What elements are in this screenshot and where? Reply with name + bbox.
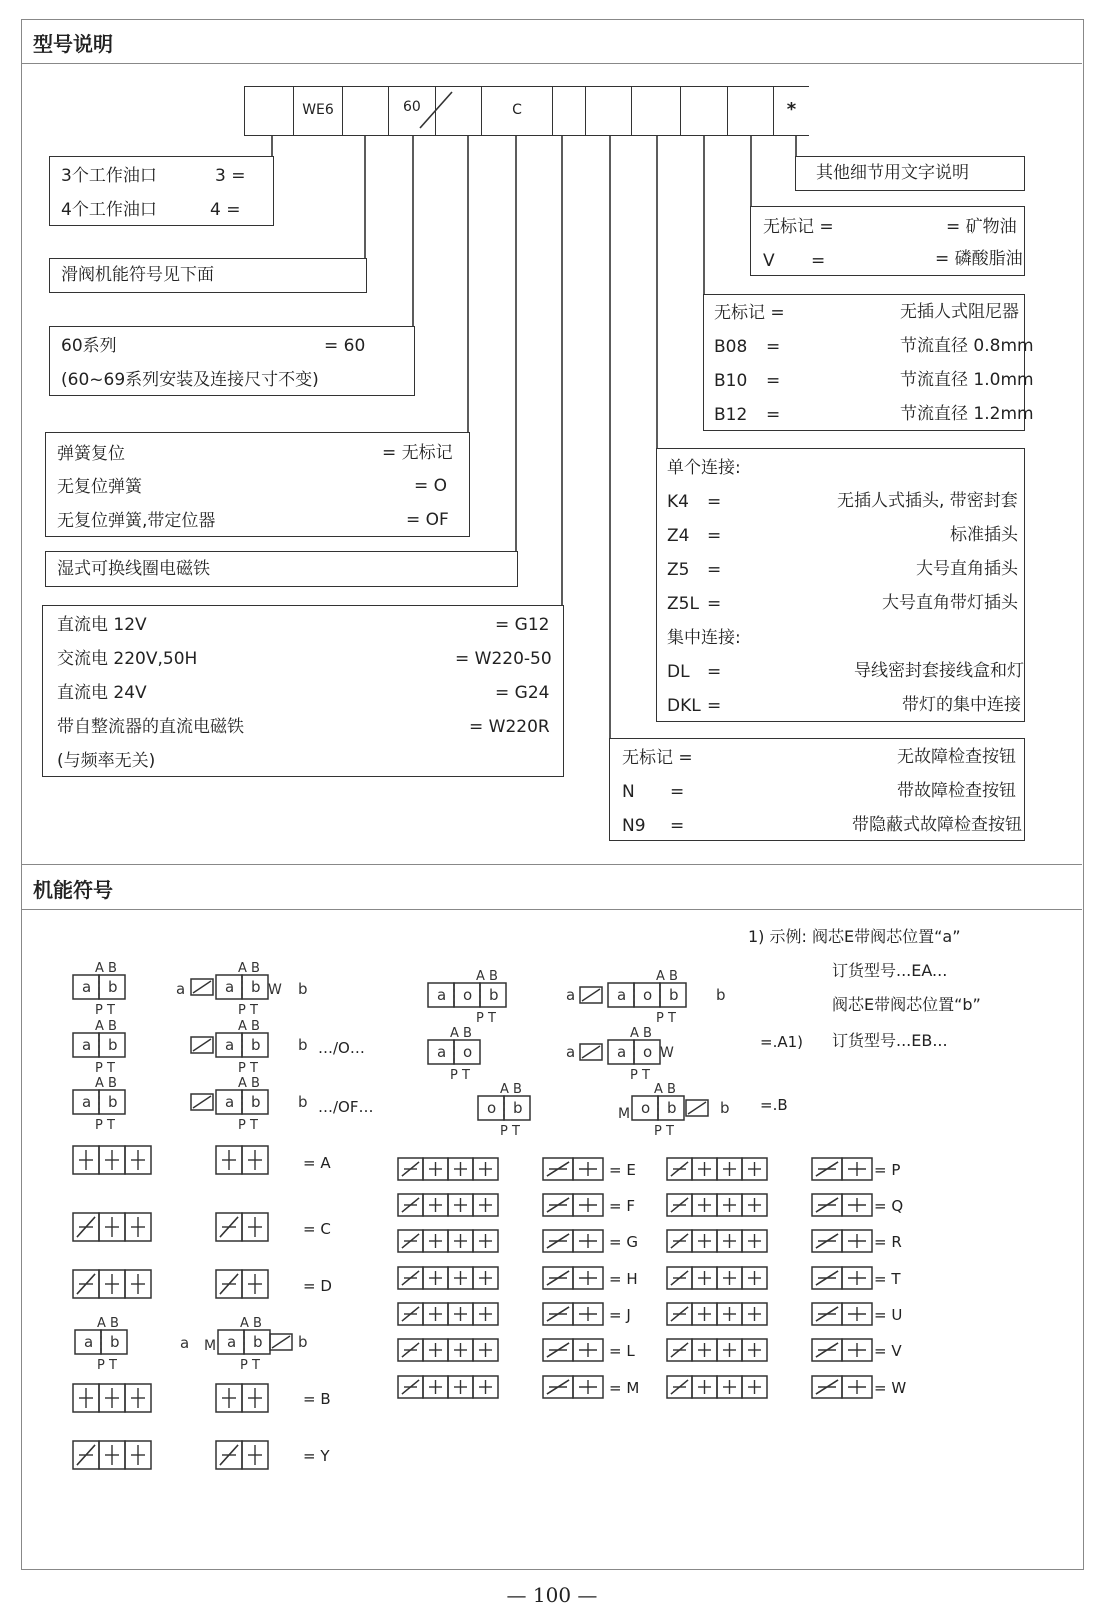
voltage-label: 直流电 24V xyxy=(57,683,147,703)
note-example: 1) 示例: 阀芯E带阀芯位置“a” xyxy=(748,927,961,946)
spool-label-e: = E xyxy=(609,1161,636,1179)
w-label: W xyxy=(268,982,282,998)
note-order-b: 订货型号...EB... xyxy=(832,1031,948,1050)
spool-position-label: b xyxy=(108,1036,118,1054)
page-number: — 100 — xyxy=(506,1583,598,1607)
reset-label: 无复位弹簧,带定位器 xyxy=(57,511,216,531)
spool-position-label: b xyxy=(108,1093,118,1111)
code-cell: WE6 xyxy=(293,86,343,136)
voltage-code: = W220R xyxy=(469,717,550,737)
port-label-pt: P T xyxy=(238,1003,258,1018)
code-cell: * xyxy=(773,86,809,136)
reset-label: 弹簧复位 xyxy=(57,444,125,464)
damper-eq: = xyxy=(766,405,781,425)
series-note: (60~69系列安装及连接尺寸不变) xyxy=(61,370,319,390)
connect-code: Z5L xyxy=(667,594,699,614)
connect-eq: = xyxy=(707,560,722,580)
seal-label: 无标记 = xyxy=(763,217,834,237)
spool-label-g: = G xyxy=(609,1233,638,1251)
connect-heading: 单个连接: xyxy=(667,458,741,478)
connect-value: 大号直角插头 xyxy=(916,559,1018,579)
damper-value: 无插人式阻尼器 xyxy=(900,302,1019,322)
port-label-ab: A B xyxy=(476,969,498,984)
spool-label-y: = Y xyxy=(303,1447,330,1465)
spool-label-b: = B xyxy=(303,1390,331,1408)
solenoid-a-label: a xyxy=(180,1334,190,1352)
fault-code: N9 xyxy=(622,816,646,836)
reset-code: = 无标记 xyxy=(382,443,453,463)
solenoid-b-label: b xyxy=(298,1333,308,1351)
spool-position-label: a xyxy=(437,986,447,1004)
spool-position-label: o xyxy=(463,986,473,1004)
port-label-ab: A B xyxy=(240,1316,262,1331)
solenoid-b-label: b xyxy=(298,1036,308,1054)
spool-label-j: = J xyxy=(609,1306,631,1324)
voltage-label: 交流电 220V,50H xyxy=(57,649,198,669)
solenoid-b-label: b xyxy=(298,980,308,998)
valve-line xyxy=(193,1039,211,1051)
port-label-ab: A B xyxy=(95,1019,117,1034)
port-label-pt: P T xyxy=(240,1358,260,1373)
port-label-pt: P T xyxy=(238,1061,258,1076)
seal-eq: = xyxy=(811,251,826,271)
port-label-pt: P T xyxy=(654,1124,674,1139)
spool-position-label: a xyxy=(82,978,92,996)
series-code: = 60 xyxy=(324,336,366,356)
spool-label-b-dot: =.B xyxy=(760,1096,788,1114)
note-position-b: 阀芯E带阀芯位置“b” xyxy=(832,995,981,1014)
damper-value: 节流直径 1.2mm xyxy=(900,404,1034,424)
port-label-pt: P T xyxy=(476,1011,496,1026)
spool-label-m: = M xyxy=(609,1379,640,1397)
damper-value: 节流直径 1.0mm xyxy=(900,370,1034,390)
connect-eq: = xyxy=(707,662,722,682)
seal-value: = 矿物油 xyxy=(946,217,1017,237)
fault-value: 带故障检查按钮 xyxy=(897,781,1016,801)
damper-eq: = xyxy=(766,337,781,357)
voltage-note: (与频率无关) xyxy=(57,751,156,771)
voltage-label: 直流电 12V xyxy=(57,615,147,635)
connect-eq: = xyxy=(707,526,722,546)
spool-position-label: a xyxy=(617,986,627,1004)
port-label-pt: P T xyxy=(630,1068,650,1083)
fault-value: 带隐蔽式故障检查按钮 xyxy=(852,815,1022,835)
section-title-model: 型号说明 xyxy=(33,32,113,56)
spool-position-label: a xyxy=(82,1093,92,1111)
connect-heading: 集中连接: xyxy=(667,628,741,648)
damper-eq: = xyxy=(766,371,781,391)
valve-line xyxy=(688,1102,706,1114)
spool-position-label: b xyxy=(513,1099,523,1117)
spool-position-label: a xyxy=(225,1036,235,1054)
damper-label: 无标记 = xyxy=(714,303,785,323)
other-label: 其他细节用文字说明 xyxy=(816,163,969,183)
solenoid-a-label: a xyxy=(566,986,576,1004)
fault-label: 无标记 = xyxy=(622,748,693,768)
spool-label-p: = P xyxy=(874,1161,901,1179)
seal-value: = 磷酸脂油 xyxy=(935,249,1023,269)
spool-position-label: a xyxy=(227,1333,237,1351)
damper-code: B10 xyxy=(714,371,748,391)
port-label-ab: A B xyxy=(654,1082,676,1097)
valve-line xyxy=(193,981,211,993)
port-label-pt: P T xyxy=(500,1124,520,1139)
spool-label-r: = R xyxy=(874,1233,902,1251)
port-label-ab: A B xyxy=(630,1026,652,1041)
spool-label: 滑阀机能符号见下面 xyxy=(61,265,214,285)
spool-position-label: b xyxy=(251,1036,261,1054)
code-cell: C xyxy=(481,86,553,136)
spool-position-label: a xyxy=(225,1093,235,1111)
spool-label-c: = C xyxy=(303,1220,331,1238)
m-label: M xyxy=(204,1338,217,1354)
reset-label: 无复位弹簧 xyxy=(57,477,142,497)
spool-label-l: = L xyxy=(609,1342,635,1360)
port-label-ab: A B xyxy=(238,1019,260,1034)
port-label-ab: A B xyxy=(238,1076,260,1091)
m-label: M xyxy=(618,1106,631,1122)
fault-value: 无故障检查按钮 xyxy=(897,747,1016,767)
connect-code: Z5 xyxy=(667,560,690,580)
spool-position-label: a xyxy=(84,1333,94,1351)
port-label-ab: A B xyxy=(97,1316,119,1331)
valve-line xyxy=(193,1096,211,1108)
ports-4-code: 4 = xyxy=(210,200,241,220)
spool-label-t: = T xyxy=(874,1270,901,1288)
port-label-ab: A B xyxy=(95,1076,117,1091)
valve-line xyxy=(582,1046,600,1058)
damper-code: B12 xyxy=(714,405,748,425)
section-title-symbols: 机能符号 xyxy=(33,878,113,902)
spool-label-a1: =.A1) xyxy=(760,1033,803,1051)
port-label-pt: P T xyxy=(656,1011,676,1026)
spool-position-label: o xyxy=(463,1043,473,1061)
code-cell: 60 xyxy=(388,86,436,136)
spool-position-label: o xyxy=(641,1099,651,1117)
spool-position-label: a xyxy=(437,1043,447,1061)
fault-code: N xyxy=(622,782,635,802)
port-label-pt: P T xyxy=(238,1118,258,1133)
port-label-pt: P T xyxy=(95,1061,115,1076)
voltage-code: = G24 xyxy=(495,683,550,703)
reset-code: = OF xyxy=(406,510,449,530)
spool-label-h: = H xyxy=(609,1270,638,1288)
spool-label-a: = A xyxy=(303,1154,331,1172)
connect-value: 标准插头 xyxy=(950,525,1018,545)
connect-code: DL xyxy=(667,662,690,682)
port-label-ab: A B xyxy=(450,1026,472,1041)
connect-eq: = xyxy=(707,696,722,716)
spool-position-label: a xyxy=(82,1036,92,1054)
port-label-ab: A B xyxy=(500,1082,522,1097)
spool-position-label: b xyxy=(110,1333,120,1351)
spool-position-label: b xyxy=(108,978,118,996)
damper-code: B08 xyxy=(714,337,748,357)
port-label-ab: A B xyxy=(95,961,117,976)
connect-value: 导线密封套接线盒和灯 xyxy=(854,661,1024,681)
valve-line xyxy=(582,989,600,1001)
solenoid-b-label: b xyxy=(298,1093,308,1111)
spool-position-label: b xyxy=(669,986,679,1004)
spool-position-label: b xyxy=(253,1333,263,1351)
spool-label-w: = W xyxy=(874,1379,907,1397)
port-label-pt: P T xyxy=(97,1358,117,1373)
spool-position-label: b xyxy=(489,986,499,1004)
voltage-code: = G12 xyxy=(495,615,550,635)
connect-code: DKL xyxy=(667,696,701,716)
spool-position-label: o xyxy=(643,986,653,1004)
connect-value: 无插人式插头, 带密封套 xyxy=(837,491,1018,511)
spool-position-label: o xyxy=(643,1043,653,1061)
coil-label: 湿式可换线圈电磁铁 xyxy=(57,559,210,579)
connect-value: 带灯的集中连接 xyxy=(902,695,1021,715)
port-label-pt: P T xyxy=(450,1068,470,1083)
spool-label-of: …/OF… xyxy=(318,1098,374,1116)
spool-position-label: b xyxy=(667,1099,677,1117)
spool-position-label: a xyxy=(617,1043,627,1061)
voltage-code: = W220-50 xyxy=(455,649,552,669)
connect-eq: = xyxy=(707,492,722,512)
ports-3-code: 3 = xyxy=(215,166,246,186)
reset-code: = O xyxy=(414,476,448,496)
solenoid-b-label: b xyxy=(720,1099,730,1117)
port-label-pt: P T xyxy=(95,1003,115,1018)
spool-position-label: b xyxy=(251,1093,261,1111)
series-label: 60系列 xyxy=(61,336,117,356)
spool-position-label: o xyxy=(487,1099,497,1117)
connect-code: Z4 xyxy=(667,526,690,546)
damper-value: 节流直径 0.8mm xyxy=(900,336,1034,356)
port-label-ab: A B xyxy=(656,969,678,984)
w-label: W xyxy=(660,1045,674,1061)
connect-eq: = xyxy=(707,594,722,614)
solenoid-a-label: a xyxy=(176,980,186,998)
voltage-label: 带自整流器的直流电磁铁 xyxy=(57,717,244,737)
spool-label-d: = D xyxy=(303,1277,332,1295)
solenoid-b-label: b xyxy=(716,986,726,1004)
port-label-ab: A B xyxy=(238,961,260,976)
spool-label-q: = Q xyxy=(874,1197,904,1215)
spool-position-label: b xyxy=(251,978,261,996)
spool-label-o: …/O… xyxy=(318,1039,365,1057)
ports-3-label: 3个工作油口 xyxy=(61,166,157,186)
solenoid-a-label: a xyxy=(566,1043,576,1061)
connect-value: 大号直角带灯插头 xyxy=(882,593,1018,613)
note-order-a: 订货型号...EA... xyxy=(832,961,948,980)
port-label-pt: P T xyxy=(95,1118,115,1133)
spool-label-v: = V xyxy=(874,1342,902,1360)
ports-4-label: 4个工作油口 xyxy=(61,200,157,220)
spool-label-u: = U xyxy=(874,1306,903,1324)
valve-line xyxy=(272,1336,290,1348)
spool-position-label: a xyxy=(225,978,235,996)
fault-eq: = xyxy=(670,816,685,836)
fault-eq: = xyxy=(670,782,685,802)
seal-code: V xyxy=(763,251,775,271)
connect-code: K4 xyxy=(667,492,689,512)
spool-label-f: = F xyxy=(609,1197,635,1215)
